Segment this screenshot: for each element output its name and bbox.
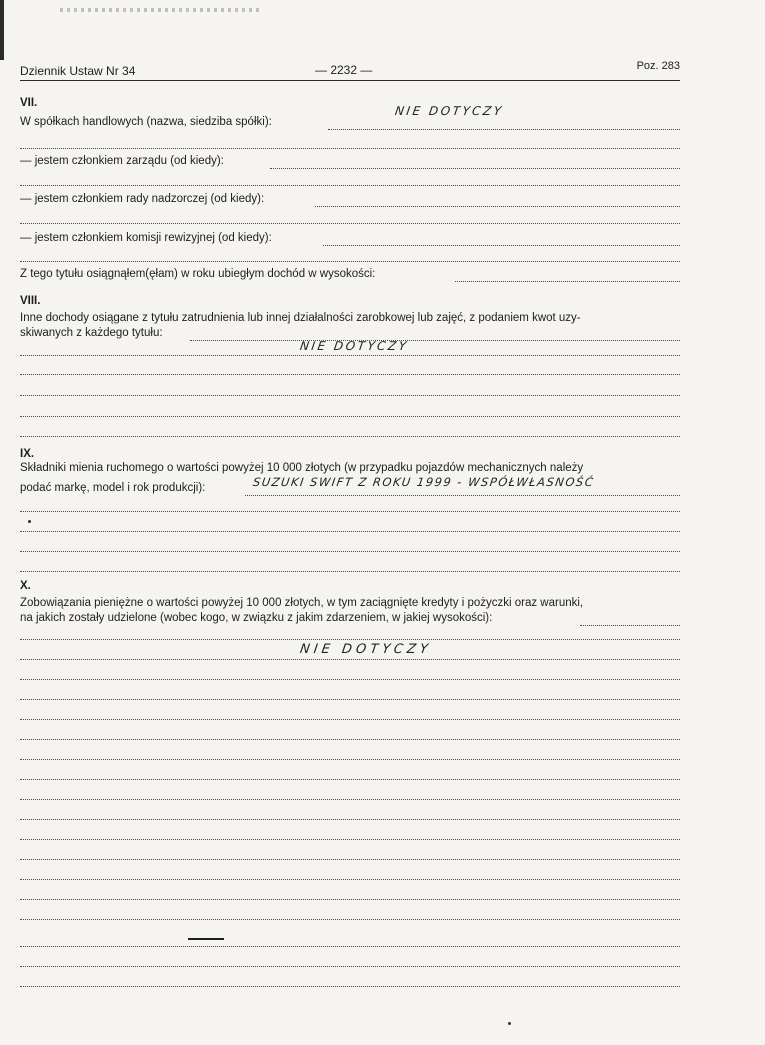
stray-dot xyxy=(508,1022,511,1025)
liabilities-line-4[interactable] xyxy=(20,678,680,680)
audit-committee-label: — jestem członkiem komisji rewizyjnej (od kiedy): xyxy=(20,232,272,244)
audit-committee-field-line-2[interactable] xyxy=(20,260,680,262)
income-field[interactable] xyxy=(455,280,680,282)
journal-title: Dziennik Ustaw Nr 34 xyxy=(20,64,136,78)
audit-committee-field[interactable] xyxy=(323,244,680,246)
other-income-handwritten: NIE DOTYCZY xyxy=(299,339,410,353)
scan-edge-mark xyxy=(0,0,4,60)
supervisory-board-field-line-2[interactable] xyxy=(20,222,680,224)
other-income-label-line-1: Inne dochody osiągane z tytułu zatrudnienia lub innej działalności zarobkowej lub zajęć, z podaniem kwot uzy- xyxy=(20,312,581,324)
liabilities-line-14[interactable] xyxy=(20,878,680,880)
liabilities-line-7[interactable] xyxy=(20,738,680,740)
movable-property-line-2[interactable] xyxy=(20,510,680,512)
other-income-line-4[interactable] xyxy=(20,394,680,396)
companies-field[interactable] xyxy=(328,128,680,130)
section-x-title: X. xyxy=(20,580,31,592)
liabilities-line-5[interactable] xyxy=(20,698,680,700)
companies-field-line-2[interactable] xyxy=(20,147,680,149)
liabilities-line-3[interactable] xyxy=(20,658,680,660)
board-member-field-line-2[interactable] xyxy=(20,184,680,186)
supervisory-board-field[interactable] xyxy=(315,205,680,207)
movable-property-field[interactable] xyxy=(245,494,680,496)
liabilities-line-8[interactable] xyxy=(20,758,680,760)
section-vii-title: VII. xyxy=(20,97,38,109)
liabilities-line-19[interactable] xyxy=(20,985,680,987)
supervisory-board-label: — jestem członkiem rady nadzorczej (od kiedy): xyxy=(20,193,265,205)
other-income-line-3[interactable] xyxy=(20,373,680,375)
other-income-label-line-2: skiwanych z każdego tytułu: xyxy=(20,327,163,339)
liabilities-line-2[interactable] xyxy=(20,638,680,640)
liabilities-line-16[interactable] xyxy=(20,918,680,920)
liabilities-line-12[interactable] xyxy=(20,838,680,840)
section-ix-title: IX. xyxy=(20,448,35,460)
liabilities-label-line-2: na jakich zostały udzielone (wobec kogo, w związku z jakim zdarzeniem, w jakiej wysokości): xyxy=(20,612,493,624)
page-number: — 2232 — xyxy=(315,63,373,77)
liabilities-handwritten: NIE DOTYCZY xyxy=(298,642,433,657)
other-income-line-6[interactable] xyxy=(20,435,680,437)
movable-property-line-3[interactable] xyxy=(20,530,680,532)
header-rule xyxy=(20,80,680,81)
liabilities-label-line-1: Zobowiązania pieniężne o wartości powyżej 10 000 złotych, w tym zaciągnięte kredyty i pożyczki oraz warunki, xyxy=(20,597,584,609)
liabilities-line-15[interactable] xyxy=(20,898,680,900)
movable-property-handwritten: SUZUKI SWIFT Z ROKU 1999 - WSPÓŁWŁASNOŚĆ xyxy=(252,475,596,489)
other-income-field[interactable] xyxy=(190,339,680,341)
liabilities-line-11[interactable] xyxy=(20,818,680,820)
liabilities-line-13[interactable] xyxy=(20,858,680,860)
movable-property-label-line-2: podać markę, model i rok produkcji): xyxy=(20,482,206,494)
other-income-line-5[interactable] xyxy=(20,415,680,417)
other-income-line-2[interactable] xyxy=(20,354,680,356)
companies-label: W spółkach handlowych (nazwa, siedziba spółki): xyxy=(20,116,272,128)
movable-property-line-4[interactable] xyxy=(20,550,680,552)
liabilities-line-10[interactable] xyxy=(20,798,680,800)
position-number: Poz. 283 xyxy=(636,60,680,72)
liabilities-line-17[interactable] xyxy=(20,945,680,947)
page-header xyxy=(20,60,680,80)
movable-property-line-5[interactable] xyxy=(20,570,680,572)
handwritten-dash xyxy=(188,938,224,940)
liabilities-line-6[interactable] xyxy=(20,718,680,720)
income-label: Z tego tytułu osiągnąłem(ęłam) w roku ubiegłym dochód w wysokości: xyxy=(20,268,376,280)
liabilities-field[interactable] xyxy=(580,624,680,626)
section-viii-title: VIII. xyxy=(20,295,41,307)
board-member-field[interactable] xyxy=(270,167,680,169)
companies-handwritten: NIE DOTYCZY xyxy=(394,104,505,118)
stray-mark xyxy=(28,520,31,523)
scan-smudge xyxy=(60,8,260,12)
board-member-label: — jestem członkiem zarządu (od kiedy): xyxy=(20,155,224,167)
movable-property-label-line-1: Składniki mienia ruchomego o wartości powyżej 10 000 złotych (w przypadku pojazdów mechanicznych należy xyxy=(20,462,584,474)
liabilities-line-9[interactable] xyxy=(20,778,680,780)
liabilities-line-18[interactable] xyxy=(20,965,680,967)
